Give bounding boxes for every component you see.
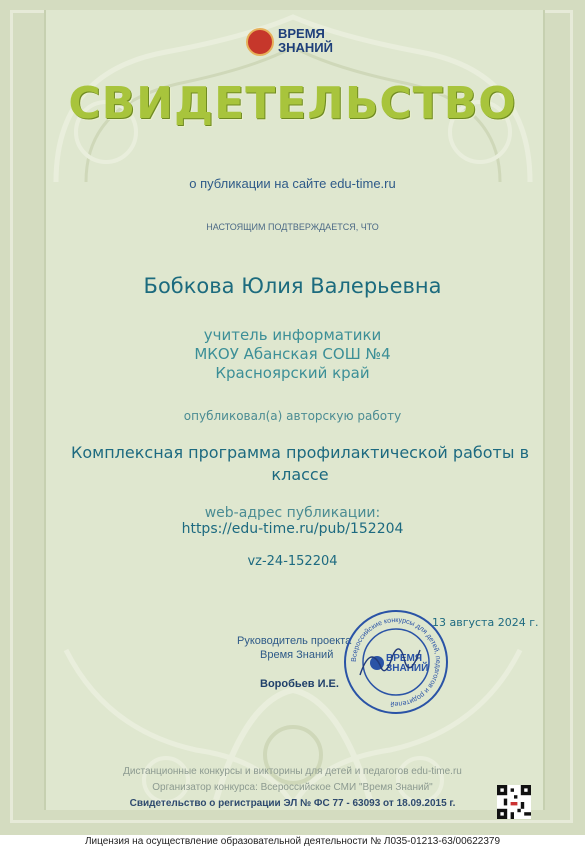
head-label-org: Время Знаний xyxy=(260,649,334,661)
work-title: Комплексная программа профилактической работы в классе xyxy=(70,443,529,484)
head-name: Воробьев И.Е. xyxy=(260,678,339,690)
footer-line-3: Свидетельство о регистрации ЭЛ № ФС 77 - 63093 от 18.09.2015 г. xyxy=(129,798,456,809)
signature-icon xyxy=(355,640,425,685)
person-position: учитель информатики xyxy=(203,326,382,344)
head-label: Руководитель проекта xyxy=(237,635,352,647)
web-address-label: web-адрес публикации: xyxy=(204,505,381,521)
stamp-center-line-2: ЗНАНИЙ xyxy=(386,663,429,674)
apple-logo-icon xyxy=(246,28,274,56)
license-text: Лицензия на осуществление образовательной деятельности № Л035-01213-63/00622379 xyxy=(0,835,585,856)
qr-code-icon xyxy=(497,785,531,819)
logo-text xyxy=(278,27,333,55)
issue-date: 13 августа 2024 г. xyxy=(432,616,539,629)
web-address-link[interactable]: https://edu-time.ru/pub/152204 xyxy=(181,521,404,537)
publication-code: vz-24-152204 xyxy=(247,554,338,569)
confirms-text: НАСТОЯЩИМ ПОДТВЕРЖДАЕТСЯ, ЧТО xyxy=(206,222,379,232)
footer-line-1: Дистанционные конкурсы и викторины для детей и педагогов edu-time.ru xyxy=(123,766,462,777)
logo-line-2: ЗНАНИЙ xyxy=(278,40,333,55)
person-region: Красноярский край xyxy=(215,364,370,382)
subtitle: о публикации на сайте edu-time.ru xyxy=(189,176,396,191)
stamp-ring-text: Всероссийские конкурсы для детей, педагогов и родителей xyxy=(350,616,442,708)
logo-line-1: ВРЕМЯ xyxy=(278,26,325,41)
certificate-title: СВИДЕТЕЛЬСТВО xyxy=(68,78,517,129)
stamp-center-line-1: ВРЕМЯ xyxy=(386,653,423,664)
footer-line-2: Организатор конкурса: Всероссийское СМИ "Время Знаний" xyxy=(152,782,433,793)
person-school: МКОУ Абанская СОШ №4 xyxy=(194,345,391,363)
person-name: Бобкова Юлия Валерьевна xyxy=(143,274,442,298)
published-text: опубликовал(а) авторскую работу xyxy=(183,409,402,423)
